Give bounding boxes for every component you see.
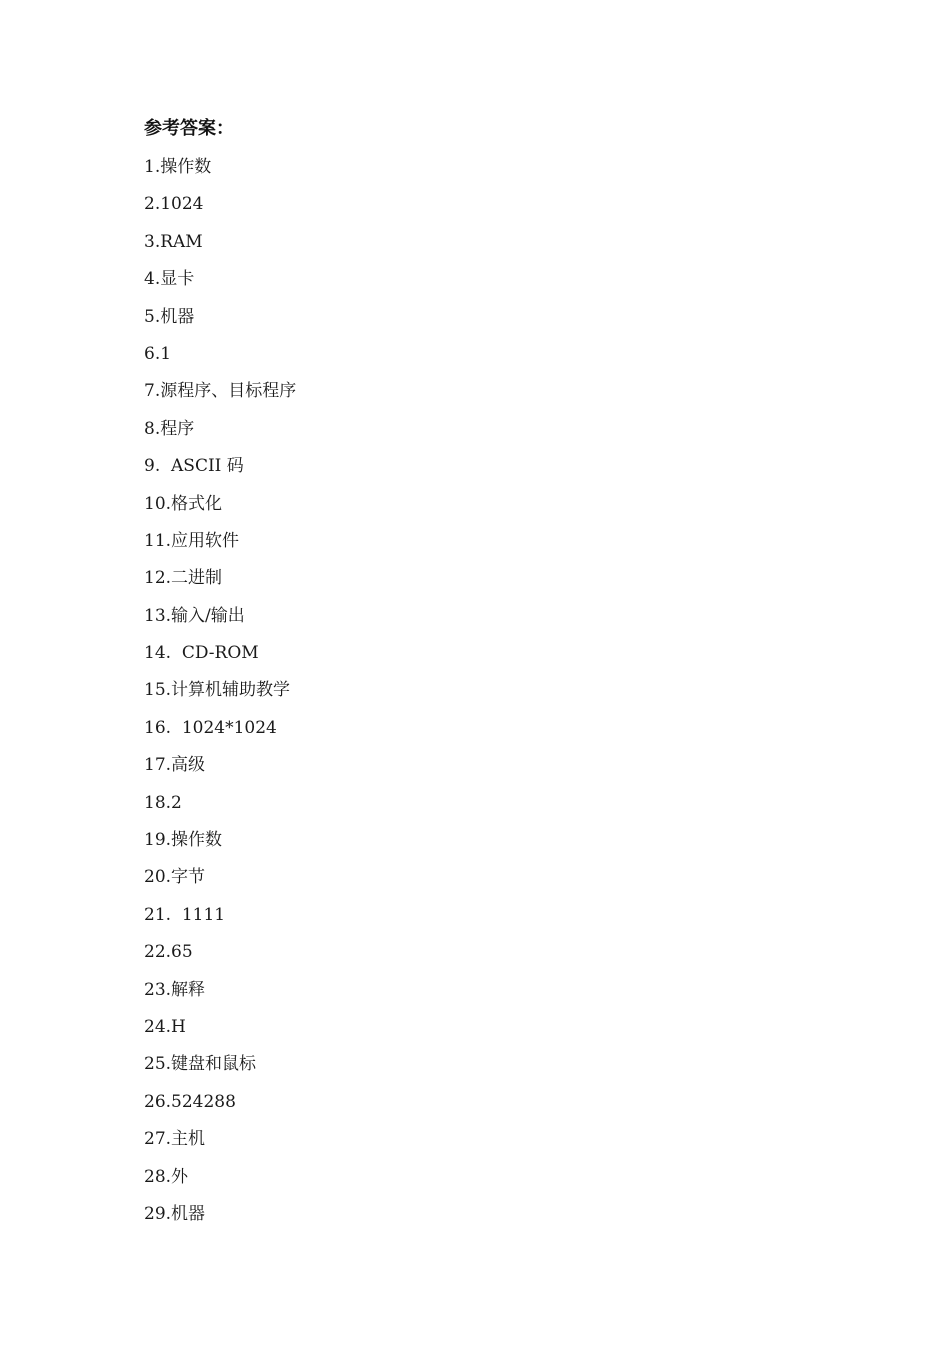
answer-item-8: 8.程序 xyxy=(144,418,195,439)
answer-item-3: 3.RAM xyxy=(144,231,203,252)
answer-item-27: 27.主机 xyxy=(144,1129,206,1150)
answer-item-14: 14. CD-ROM xyxy=(144,643,259,664)
answer-item-10: 10.格式化 xyxy=(144,493,223,514)
answer-item-5: 5.机器 xyxy=(144,306,195,327)
answer-section xyxy=(144,113,844,1233)
answer-item-28: 28.外 xyxy=(144,1166,189,1187)
answer-item-11: 11.应用软件 xyxy=(144,530,240,551)
answer-item-21: 21. 1111 xyxy=(144,904,226,925)
answer-item-4: 4.显卡 xyxy=(144,269,195,290)
answer-item-6: 6.1 xyxy=(144,343,172,364)
answer-item-25: 25.键盘和鼠标 xyxy=(144,1054,257,1075)
answer-item-7: 7.源程序、目标程序 xyxy=(144,381,297,402)
answer-item-9: 9. ASCII 码 xyxy=(144,456,244,477)
answer-item-23: 23.解释 xyxy=(144,979,206,1000)
answer-item-20: 20.字节 xyxy=(144,867,206,888)
answer-item-24: 24.H xyxy=(144,1016,186,1037)
answer-item-13: 13.输入/输出 xyxy=(144,605,245,626)
answer-item-22: 22.65 xyxy=(144,942,193,963)
answers-heading: 参考答案： xyxy=(144,118,234,139)
answer-list xyxy=(144,149,844,1233)
answer-item-26: 26.524288 xyxy=(144,1091,236,1112)
answer-item-12: 12.二进制 xyxy=(144,568,223,589)
answer-item-2: 2.1024 xyxy=(144,194,204,215)
answer-item-15: 15.计算机辅助教学 xyxy=(144,680,291,701)
answer-item-18: 18.2 xyxy=(144,792,182,813)
answer-item-29: 29.机器 xyxy=(144,1203,206,1224)
answer-item-16: 16. 1024*1024 xyxy=(144,717,277,738)
answer-item-17: 17.高级 xyxy=(144,755,206,776)
answer-item-19: 19.操作数 xyxy=(144,830,223,851)
answer-item-1: 1.操作数 xyxy=(144,157,212,177)
